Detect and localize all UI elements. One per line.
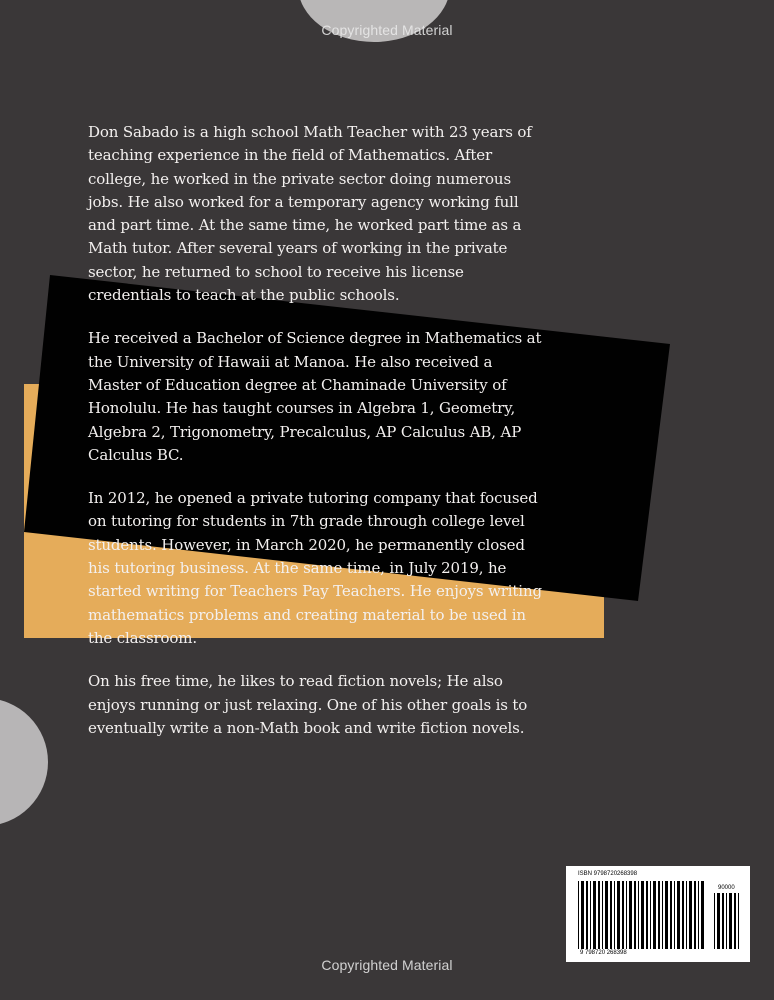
bio-paragraph-2: He received a Bachelor of Science degree in Mathematics at the University of Hawaii at Manoa. He also received a Master of Education degree at Chaminade University of Honolulu. He has taught courses in Algebra 1, Geometry, Algebra 2, Trigonometry, Precalculus, AP Calculus AB, AP Calculus BC. <box>88 329 542 464</box>
barcode-bar <box>689 881 692 949</box>
isbn-digits: 9 798720 268398 <box>580 950 627 956</box>
price-code: 90000 <box>718 885 735 891</box>
barcode-bar <box>610 881 612 949</box>
barcode-bar <box>614 881 615 949</box>
barcode-bar <box>598 881 600 949</box>
barcode-bar <box>694 881 696 949</box>
barcode-bar <box>626 881 627 949</box>
barcode-bar <box>617 881 620 949</box>
barcode-bar <box>634 881 636 949</box>
bio-paragraph-3: In 2012, he opened a private tutoring company that focused on tutoring for students in 7th grade through college level students. However, in March 2020, he permanently closed his tutoring business. At the same time, in July 2019, he started writing for Teachers Pay Teachers. He enjoys writing mathematics problems and creating material to be used in the classroom. <box>88 489 542 647</box>
barcode-bar <box>674 881 675 949</box>
barcode-bar <box>638 881 639 949</box>
barcode-bar <box>593 881 596 949</box>
barcode-bar <box>665 881 668 949</box>
barcode-bar <box>653 881 656 949</box>
barcode-bar <box>698 881 699 949</box>
barcode-bar <box>662 881 663 949</box>
barcode-bar <box>734 893 736 949</box>
barcode-bar <box>581 881 584 949</box>
barcode-bar <box>722 893 724 949</box>
barcode-bar <box>729 893 732 949</box>
barcode-bar <box>670 881 672 949</box>
barcode-bar <box>714 893 715 949</box>
barcode-bar <box>701 881 704 949</box>
isbn-label: ISBN 9798720268398 <box>578 871 638 877</box>
bio-paragraph-1: Don Sabado is a high school Math Teacher with 23 years of teaching experience in the field of Mathematics. After college, he worked in the private sector doing numerous jobs. He also worked for a temporary agency working full and part time. At the same time, he worked part time as a Math tutor. After several years of working in the private sector, he returned to school to receive his license credentials to teach at the public schools. <box>88 123 532 305</box>
bio-paragraph-4: On his free time, he likes to read fiction novels; He also enjoys running or just relaxing. One of his other goals is to eventually write a non-Math book and write fiction novels. <box>88 672 528 737</box>
barcode-bar <box>726 893 727 949</box>
barcode-bar <box>622 881 624 949</box>
barcode-bar <box>646 881 648 949</box>
barcode-bar <box>629 881 632 949</box>
copyright-watermark-bottom: Copyrighted Material <box>321 957 453 973</box>
barcode-bar <box>641 881 644 949</box>
author-bio <box>88 121 543 760</box>
barcode-bar <box>686 881 687 949</box>
barcode-bar <box>605 881 608 949</box>
barcode-bar <box>738 893 739 949</box>
barcode-bars <box>566 866 750 962</box>
barcode-bar <box>602 881 603 949</box>
copyright-watermark-top: Copyrighted Material <box>321 22 453 38</box>
barcode-bar <box>677 881 680 949</box>
barcode-bar <box>717 893 720 949</box>
barcode-bar <box>682 881 684 949</box>
barcode-bar <box>650 881 651 949</box>
isbn-barcode <box>566 866 750 962</box>
barcode-bar <box>658 881 660 949</box>
barcode-bar <box>586 881 588 949</box>
barcode-bar <box>590 881 591 949</box>
barcode-bar <box>578 881 579 949</box>
